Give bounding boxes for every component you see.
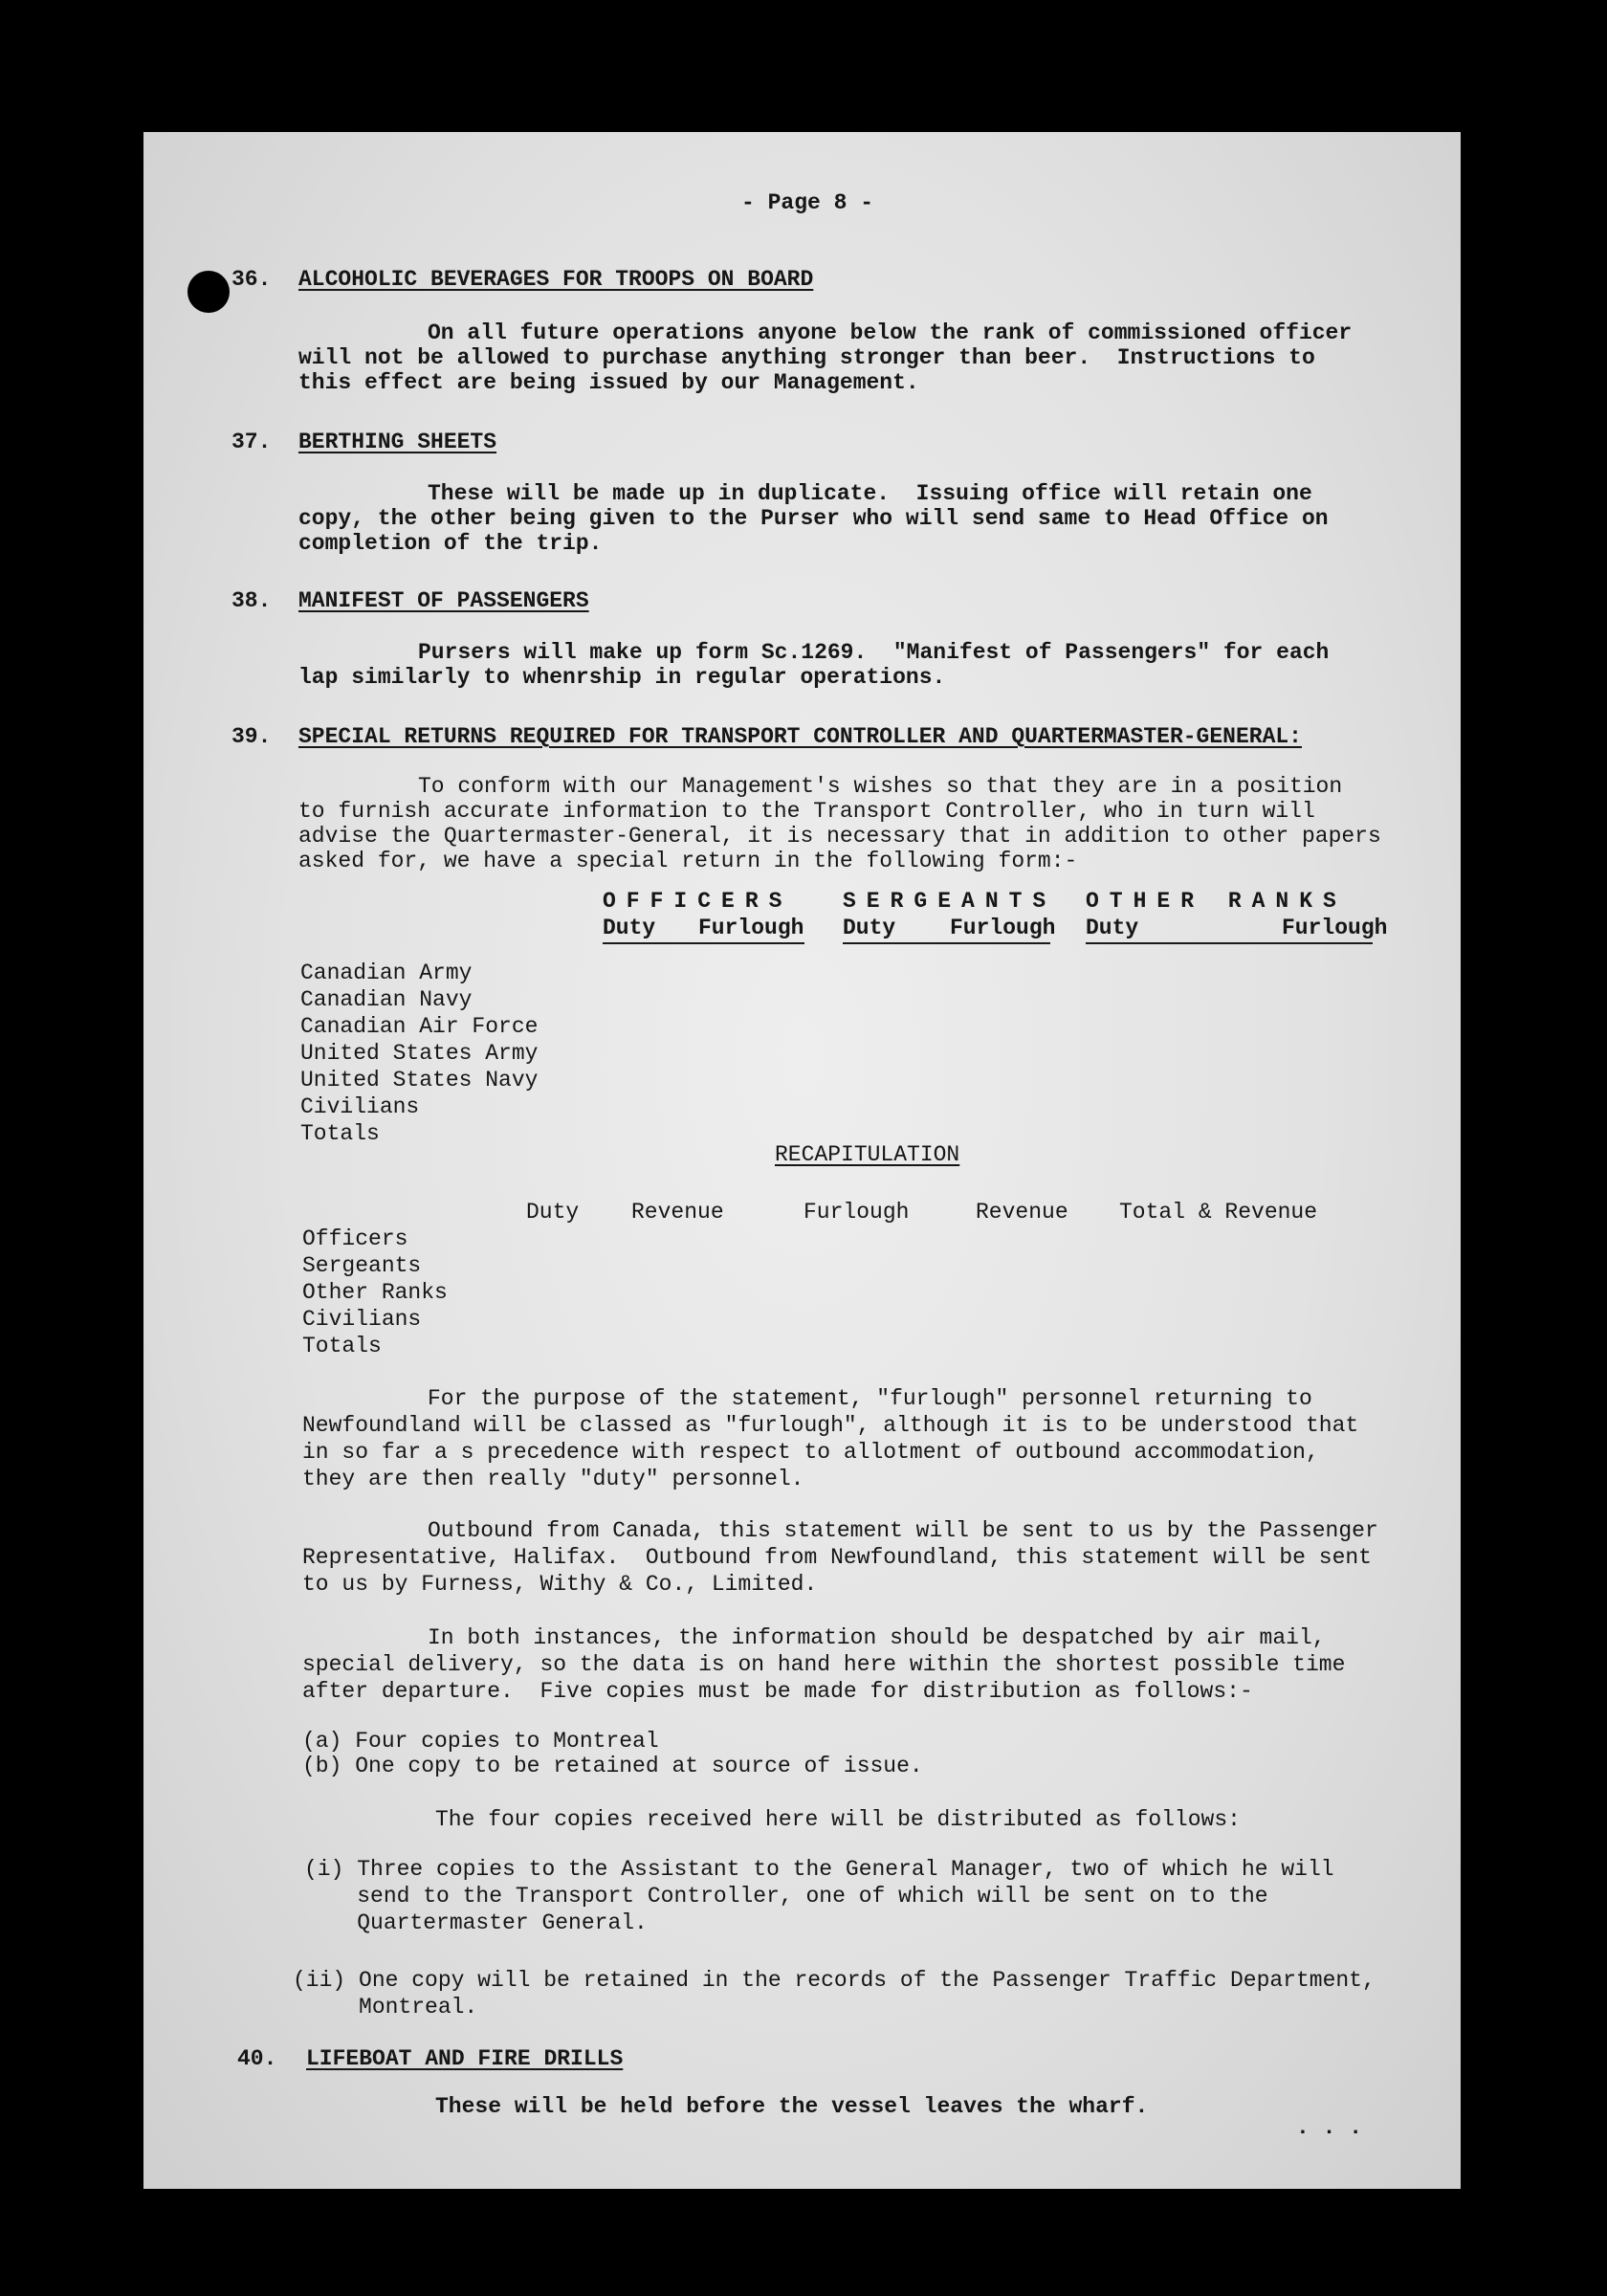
section-39-heading: SPECIAL RETURNS REQUIRED FOR TRANSPORT CONTROLLER AND QUARTERMASTER-GENERAL:: [298, 724, 1302, 749]
section-38-line-2: lap similarly to whenrship in regular operations.: [298, 665, 946, 690]
item-i-line-2: send to the Transport Controller, one of which will be sent on to the: [304, 1884, 1268, 1909]
item-ii-line-2: Montreal.: [293, 1995, 478, 2020]
section-37-line-1: These will be made up in duplicate. Issuing office will retain one: [428, 481, 1312, 506]
list-item-a: (a) Four copies to Montreal: [302, 1729, 659, 1754]
section-37-line-2: copy, the other being given to the Purser who will send same to Head Office on: [298, 506, 1329, 531]
row-label: Canadian Army: [300, 960, 473, 985]
item-i-line-3: Quartermaster General.: [304, 1910, 648, 1935]
underline-other-ranks: [1086, 942, 1373, 944]
document-page: [143, 132, 1461, 2189]
section-36-line-2: will not be allowed to purchase anything stronger than beer. Instructions to: [298, 345, 1315, 370]
row-label: United States Navy: [300, 1068, 539, 1093]
section-40-text: These will be held before the vessel leaves the wharf.: [435, 2094, 1149, 2119]
row-label: Canadian Navy: [300, 987, 473, 1012]
row-label: Totals: [300, 1121, 380, 1146]
section-39-line-4: asked for, we have a special return in the following form:-: [298, 849, 1078, 873]
s39-p2-line-2: Representative, Halifax. Outbound from Newfoundland, this statement will be sent: [302, 1545, 1372, 1570]
recap-title: RECAPITULATION: [775, 1142, 960, 1167]
section-36-line-3: this effect are being issued by our Management.: [298, 370, 919, 395]
item-i-line-1: (i) Three copies to the Assistant to the General Manager, two of which he will: [304, 1857, 1334, 1882]
section-39-number: 39.: [231, 724, 272, 749]
recap-row-label: Officers: [302, 1226, 408, 1251]
s39-p3-line-2: special delivery, so the data is on hand here within the shortest possible time: [302, 1652, 1346, 1677]
section-40-number: 40.: [237, 2046, 277, 2071]
recap-row-label: Civilians: [302, 1307, 422, 1332]
subhead-sergeants-furlough: Furlough: [950, 916, 1056, 940]
subhead-other-ranks-furlough: Furlough: [1282, 916, 1388, 940]
recap-row-label: Totals: [302, 1334, 382, 1358]
row-label: United States Army: [300, 1041, 539, 1066]
recap-row-label: Other Ranks: [302, 1280, 448, 1305]
section-40-heading: LIFEBOAT AND FIRE DRILLS: [306, 2046, 624, 2071]
recap-col-duty: Duty: [526, 1200, 580, 1225]
recap-col-revenue: Revenue: [631, 1200, 724, 1225]
group-officers: OFFICERS: [603, 889, 793, 914]
subhead-officers-duty: Duty: [603, 916, 656, 940]
continuation-dots: . . .: [1296, 2115, 1363, 2140]
item-ii-line-1: (ii) One copy will be retained in the records of the Passenger Traffic Department,: [293, 1968, 1376, 1993]
s39-p1-line-1: For the purpose of the statement, "furlough" personnel returning to: [428, 1386, 1312, 1411]
s39-p2-line-3: to us by Furness, Withy & Co., Limited.: [302, 1572, 818, 1597]
list-item-b: (b) One copy to be retained at source of issue.: [302, 1754, 923, 1778]
recap-col-furlough: Furlough: [804, 1200, 910, 1225]
section-39-line-2: to furnish accurate information to the Transport Controller, who in turn will: [298, 799, 1315, 824]
s39-p3-line-3: after departure. Five copies must be made for distribution as follows:-: [302, 1679, 1253, 1704]
subhead-sergeants-duty: Duty: [843, 916, 896, 940]
section-39-line-1: To conform with our Management's wishes so that they are in a position: [418, 774, 1343, 799]
punch-hole: [187, 271, 230, 313]
underline-officers: [603, 942, 804, 944]
s39-p2-line-1: Outbound from Canada, this statement will be sent to us by the Passenger: [428, 1518, 1378, 1543]
s39-p1-line-4: they are then really "duty" personnel.: [302, 1467, 804, 1491]
subhead-other-ranks-duty: Duty: [1086, 916, 1139, 940]
group-sergeants: SERGEANTS: [843, 889, 1057, 914]
recap-row-label: Sergeants: [302, 1253, 422, 1278]
row-label: Canadian Air Force: [300, 1014, 539, 1039]
s39-p4: The four copies received here will be distributed as follows:: [435, 1807, 1241, 1832]
section-38-line-1: Pursers will make up form Sc.1269. "Manifest of Passengers" for each: [418, 640, 1330, 665]
section-37-line-3: completion of the trip.: [298, 531, 603, 556]
section-38-heading: MANIFEST OF PASSENGERS: [298, 588, 589, 613]
section-36-number: 36.: [231, 267, 272, 292]
section-39-line-3: advise the Quartermaster-General, it is necessary that in addition to other papers: [298, 824, 1381, 849]
section-36-heading: ALCOHOLIC BEVERAGES FOR TROOPS ON BOARD: [298, 267, 814, 292]
recap-col-revenue: Revenue: [976, 1200, 1068, 1225]
recap-col-total: Total & Revenue: [1119, 1200, 1318, 1225]
section-38-number: 38.: [231, 588, 272, 613]
page-number: - Page 8 -: [741, 190, 874, 215]
section-37-number: 37.: [231, 430, 272, 454]
subhead-officers-furlough: Furlough: [698, 916, 804, 940]
underline-sergeants: [843, 942, 1050, 944]
s39-p1-line-3: in so far a s precedence with respect to allotment of outbound accommodation,: [302, 1440, 1319, 1465]
section-36-line-1: On all future operations anyone below the rank of commissioned officer: [428, 320, 1353, 345]
group-other-ranks: OTHER RANKS: [1086, 889, 1347, 914]
s39-p3-line-1: In both instances, the information should be despatched by air mail,: [428, 1625, 1326, 1650]
row-label: Civilians: [300, 1094, 420, 1119]
s39-p1-line-2: Newfoundland will be classed as "furlough", although it is to be understood that: [302, 1413, 1359, 1438]
section-37-heading: BERTHING SHEETS: [298, 430, 497, 454]
